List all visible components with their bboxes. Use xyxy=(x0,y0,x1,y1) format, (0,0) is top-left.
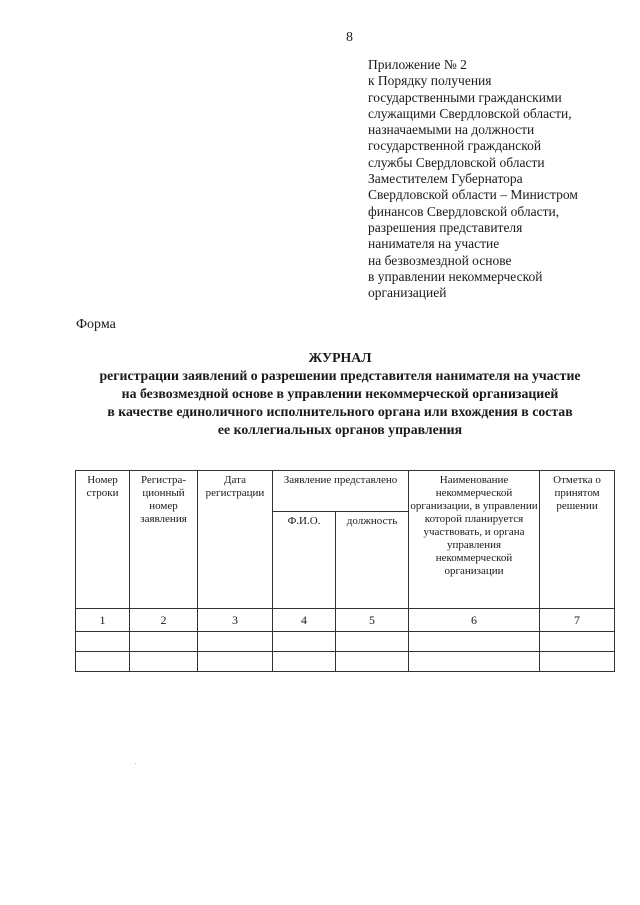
header-registration-number: Регистра-ционный номер заявления xyxy=(130,471,198,609)
table-cell xyxy=(540,632,615,652)
table-cell xyxy=(273,652,336,672)
header-full-name: Ф.И.О. xyxy=(273,512,336,609)
table-row xyxy=(76,609,615,632)
table-cell xyxy=(130,652,198,672)
column-number: 4 xyxy=(273,609,336,632)
journal-table xyxy=(75,470,615,672)
appendix-line: службы Свердловской области xyxy=(368,154,545,170)
appendix-line: назначаемыми на должности xyxy=(368,122,535,138)
title-line: ее коллегиальных органов управления xyxy=(217,422,463,437)
column-number: 3 xyxy=(198,609,273,632)
appendix-line: государственными гражданскими xyxy=(368,89,562,105)
table-cell xyxy=(76,652,130,672)
table-cell xyxy=(409,632,540,652)
appendix-line: Приложение № 2 xyxy=(368,57,467,72)
appendix-line: к Порядку получения xyxy=(368,73,492,89)
appendix-line: разрешения представителя xyxy=(368,219,523,235)
header-position: должность xyxy=(336,512,409,609)
appendix-line: финансов Свердловской области, xyxy=(368,203,560,219)
appendix-line: в управлении некоммерческой xyxy=(368,268,543,284)
title-line: регистрации заявлений о разрешении представителя нанимателя на участие xyxy=(99,368,581,383)
header-registration-date: Дата регистрации xyxy=(198,471,273,609)
page-number: 8 xyxy=(346,30,353,45)
form-label: Форма xyxy=(76,317,116,332)
appendix-line: Заместителем Губернатора xyxy=(368,171,523,187)
title-line: на безвозмездной основе в управлении некоммерческой организацией xyxy=(121,386,559,401)
table-cell xyxy=(336,652,409,672)
appendix-line: нанимателя на участие xyxy=(368,236,500,252)
table-row xyxy=(76,632,615,652)
table-cell xyxy=(409,652,540,672)
table-row xyxy=(76,652,615,672)
title-line: в качестве единоличного исполнительного органа или вхождения в состав xyxy=(107,404,573,419)
table-cell xyxy=(540,652,615,672)
column-number: 7 xyxy=(540,609,615,632)
appendix-line: служащими Свердловской области, xyxy=(368,105,572,121)
table-cell xyxy=(198,632,273,652)
journal-title xyxy=(60,349,620,439)
table-cell xyxy=(198,652,273,672)
header-row-number: Номер строки xyxy=(76,471,130,609)
scan-speck xyxy=(135,763,136,764)
table-cell xyxy=(76,632,130,652)
table-cell xyxy=(273,632,336,652)
appendix-line: государственной гражданской xyxy=(368,138,542,154)
column-number: 6 xyxy=(409,609,540,632)
appendix-header xyxy=(368,57,618,301)
table-header-row xyxy=(76,471,615,512)
appendix-line: организацией xyxy=(368,285,447,301)
header-decision-mark: Отметка о принятом решении xyxy=(540,471,615,609)
appendix-line: Свердловской области – Министром xyxy=(368,187,578,203)
appendix-line: на безвозмездной основе xyxy=(368,252,512,268)
header-organization-name: Наименование некоммерческой организации, в управлении которой планируется участвовать, и органа управления некоммерческой организации xyxy=(409,471,540,609)
journal-heading: ЖУРНАЛ xyxy=(308,350,372,365)
column-number: 2 xyxy=(130,609,198,632)
column-number: 5 xyxy=(336,609,409,632)
header-application-submitted: Заявление представлено xyxy=(273,471,409,512)
table-cell xyxy=(336,632,409,652)
table-cell xyxy=(130,632,198,652)
column-number: 1 xyxy=(76,609,130,632)
